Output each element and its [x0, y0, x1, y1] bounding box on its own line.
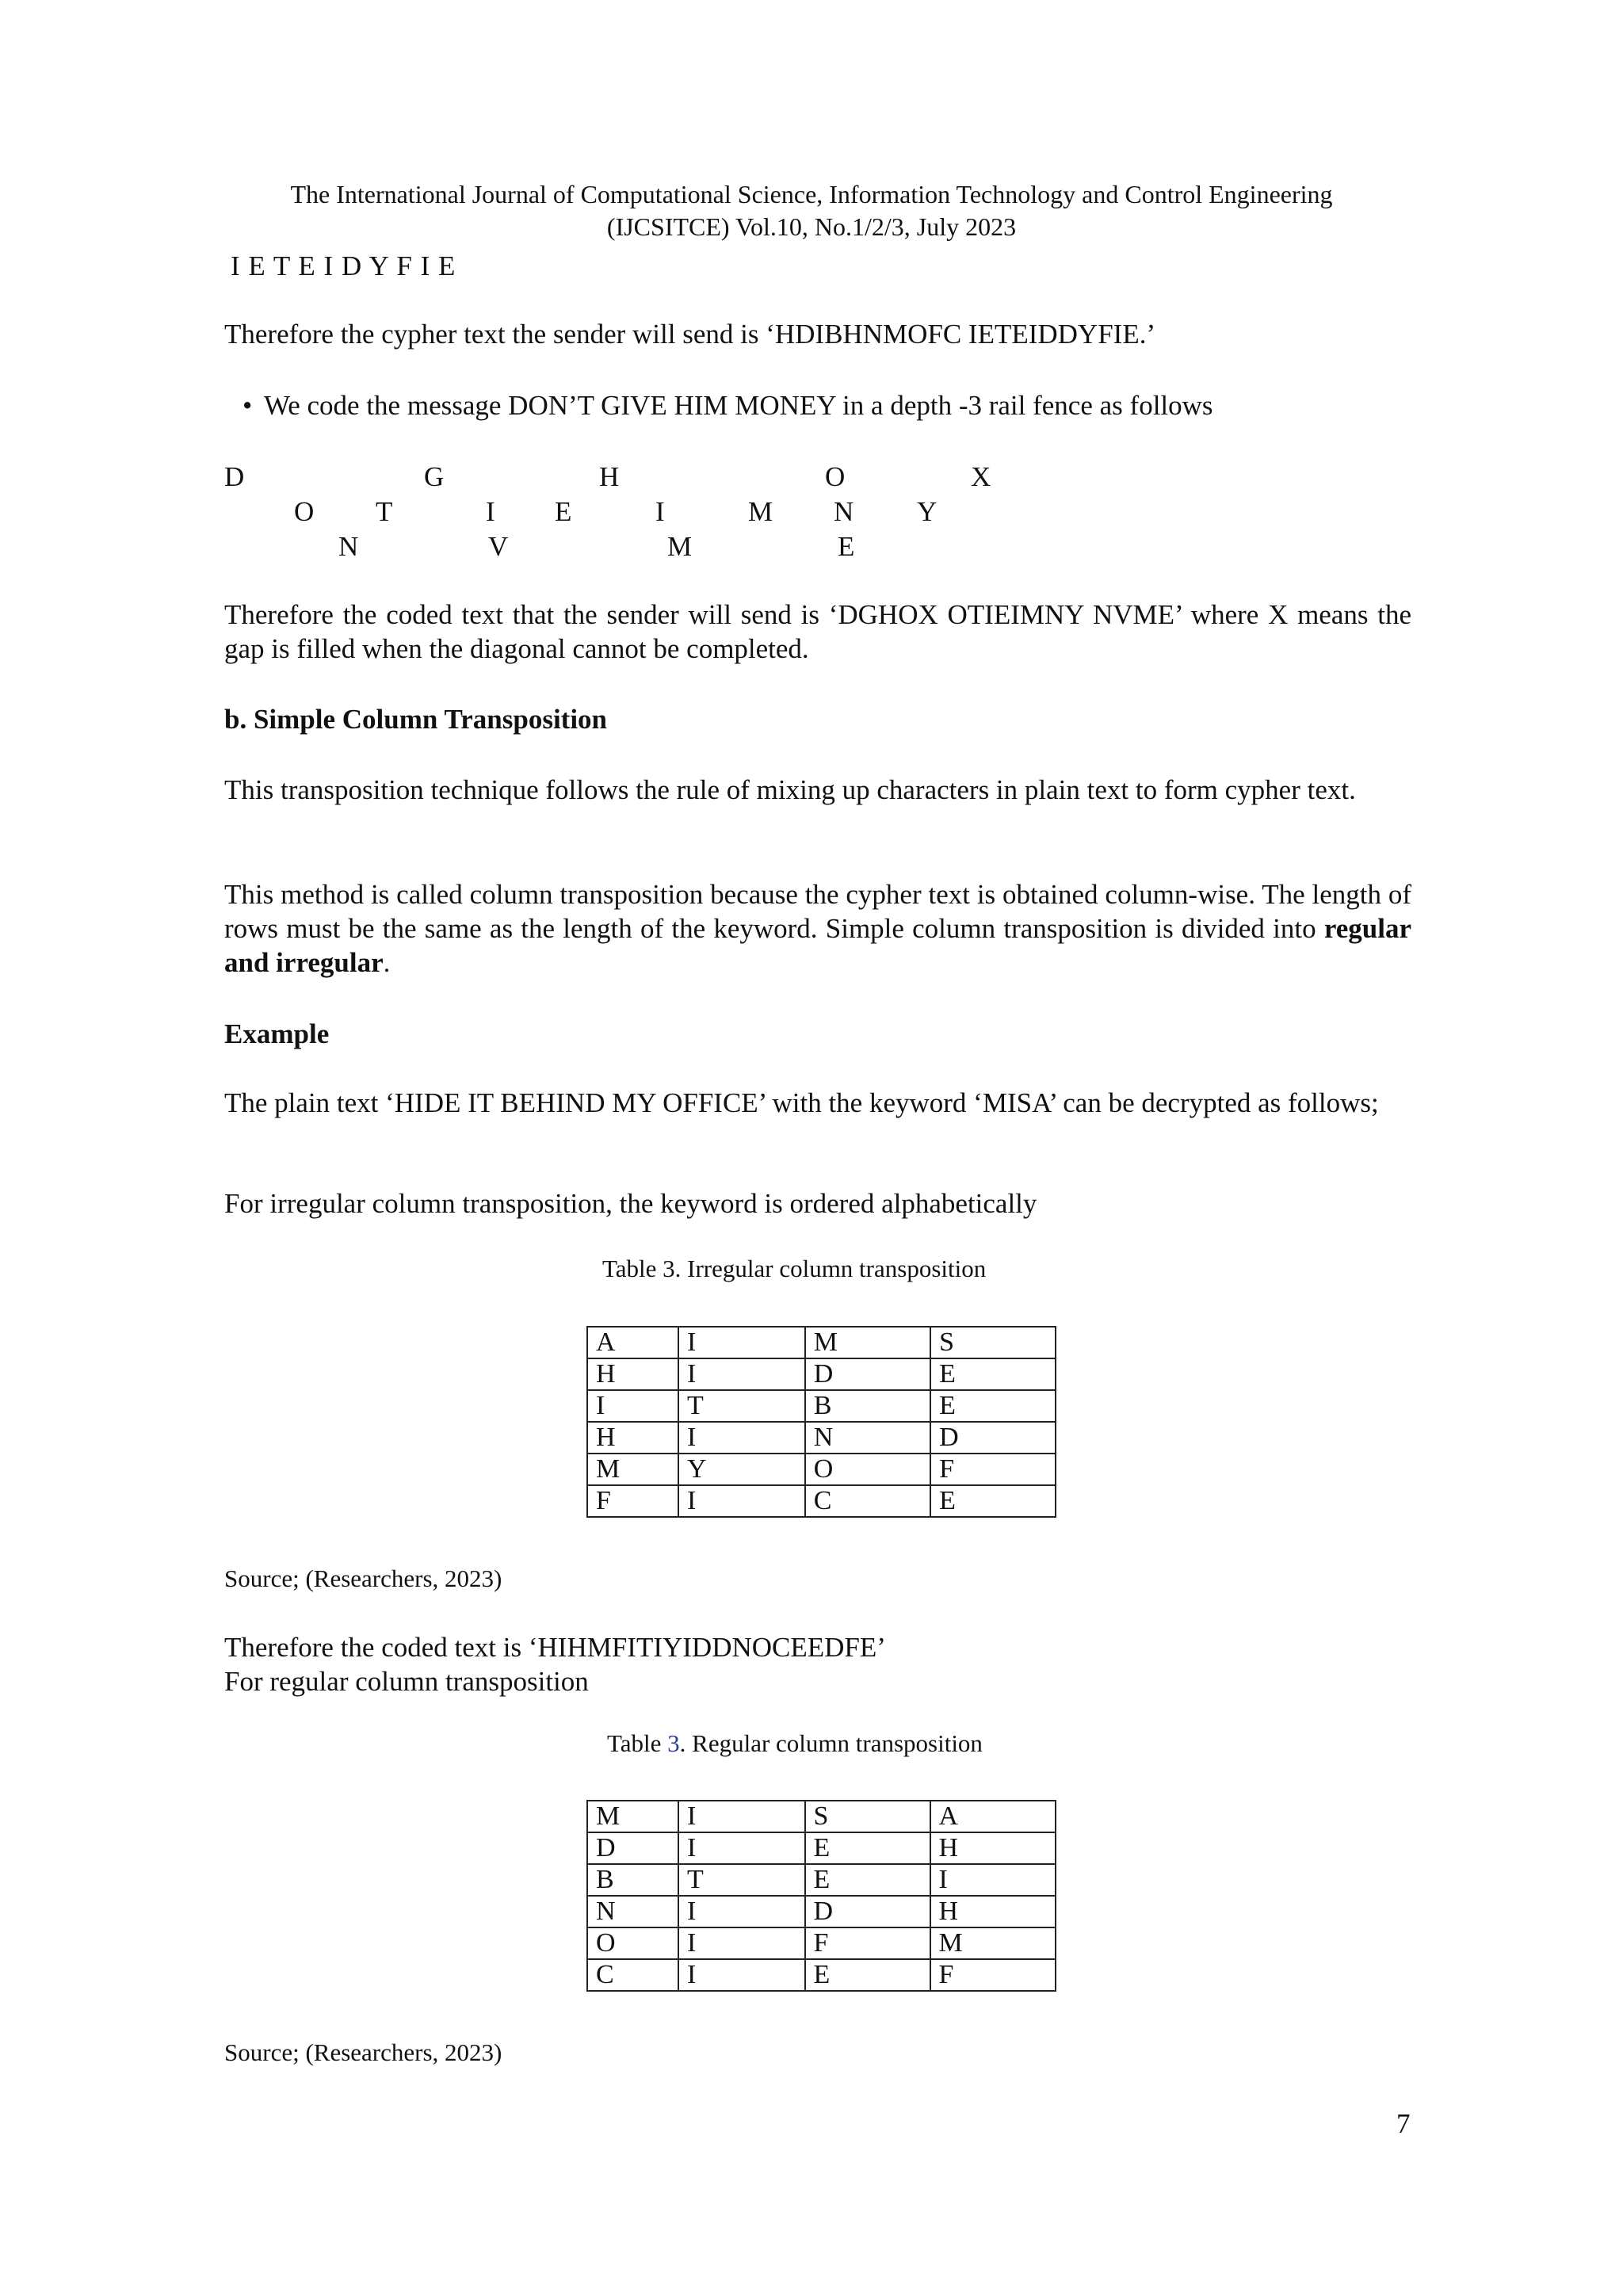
carry-over-line: I E T E I D Y F I E — [231, 250, 456, 281]
table-row — [587, 1454, 1056, 1485]
regular-transposition-table — [586, 1800, 1056, 1992]
table-cell: T — [678, 1864, 805, 1896]
column-paragraph-end: . — [383, 947, 391, 978]
rail-row2-letter: I — [655, 496, 665, 527]
table-row — [587, 1327, 1056, 1358]
table-cell: M — [587, 1801, 678, 1832]
regular-table-caption — [607, 1728, 983, 1759]
rail-row2-letter: M — [748, 496, 773, 527]
table-row — [587, 1927, 1056, 1959]
bullet-text: We code the message DON’T GIVE HIM MONEY in a depth -3 rail fence as follows — [264, 390, 1213, 421]
rail-row3-letter: N — [338, 531, 359, 562]
table-cell: O — [587, 1927, 678, 1959]
rail-row2-letter: I — [486, 496, 495, 527]
table-row — [587, 1358, 1056, 1390]
table-cell: N — [587, 1896, 678, 1927]
table-cell: M — [805, 1327, 930, 1358]
table-cell: M — [587, 1454, 678, 1485]
table-cell: C — [805, 1485, 930, 1517]
table-cell: E — [930, 1390, 1056, 1422]
table-cell: F — [805, 1927, 930, 1959]
table-cell: E — [930, 1485, 1056, 1517]
table-cell: F — [930, 1454, 1056, 1485]
cypher-text-sentence: Therefore the cypher text the sender will send is ‘HDIBHNMOFC IETEIDDYFIE.’ — [224, 319, 1156, 350]
table-cell: H — [587, 1422, 678, 1454]
irregular-transposition-table — [586, 1326, 1056, 1518]
column-transposition-paragraph — [224, 877, 1411, 980]
table-cell: D — [587, 1832, 678, 1864]
table-cell: D — [930, 1422, 1056, 1454]
column-paragraph-bold: regular and irregular — [224, 913, 1411, 978]
table-row — [587, 1896, 1056, 1927]
table-cell: M — [930, 1927, 1056, 1959]
table-cell: D — [805, 1358, 930, 1390]
rail-row2-letter: E — [555, 496, 572, 527]
table-row — [587, 1864, 1056, 1896]
table-cell: O — [805, 1454, 930, 1485]
irregular-paragraph: For irregular column transposition, the keyword is ordered alphabetically — [224, 1188, 1037, 1219]
rail-row3-letter: M — [667, 531, 693, 562]
page-number: 7 — [1396, 2108, 1411, 2139]
table-cell: A — [587, 1327, 678, 1358]
table-cell: Y — [678, 1454, 805, 1485]
table-cell: F — [930, 1959, 1056, 1991]
example-paragraph: The plain text ‘HIDE IT BEHIND MY OFFICE’ with the keyword ‘MISA’ can be decrypted as follows; — [224, 1087, 1379, 1118]
coded-text-paragraph: Therefore the coded text that the sender will send is ‘DGHOX OTIEIMNY NVME’ where X means the gap is filled when the diagonal cannot be completed. — [224, 599, 1411, 664]
regular-intro: For regular column transposition — [224, 1666, 589, 1697]
table-cell: I — [678, 1327, 805, 1358]
rail-row2-letter: Y — [917, 496, 938, 527]
rail-row1-letter: O — [825, 461, 846, 492]
table-cell: F — [587, 1485, 678, 1517]
table-row — [587, 1390, 1056, 1422]
bullet-marker: • — [242, 390, 253, 421]
transposition-paragraph: This transposition technique follows the rule of mixing up characters in plain text to form cypher text. — [224, 774, 1356, 805]
example-heading: Example — [224, 1018, 330, 1049]
journal-header-line2: (IJCSITCE) Vol.10, No.1/2/3, July 2023 — [606, 212, 1017, 241]
table-row — [587, 1832, 1056, 1864]
rail-row1-letter: G — [424, 461, 445, 492]
table-row — [587, 1959, 1056, 1991]
table-cell: H — [930, 1896, 1056, 1927]
table-cell: E — [805, 1959, 930, 1991]
table-row — [587, 1485, 1056, 1517]
caption-prefix: Table — [607, 1729, 668, 1757]
table-cell: S — [805, 1801, 930, 1832]
rail-row3-letter: E — [838, 531, 855, 562]
table-row — [587, 1422, 1056, 1454]
table-cell: D — [805, 1896, 930, 1927]
rail-row2-letter: T — [376, 496, 393, 527]
coded-irregular-text: Therefore the coded text is ‘HIHMFITIYIDDNOCEEDFE’ — [224, 1632, 886, 1663]
rail-row1-letter: X — [971, 461, 991, 492]
table-cell: N — [805, 1422, 930, 1454]
table-cell: B — [587, 1864, 678, 1896]
table-row — [587, 1801, 1056, 1832]
rail-row2-letter: O — [294, 496, 315, 527]
table-cell: I — [678, 1422, 805, 1454]
rail-row1-letter: H — [599, 461, 620, 492]
caption-number: 3 — [667, 1729, 680, 1757]
irregular-table-caption: Table 3. Irregular column transposition — [602, 1255, 987, 1282]
column-paragraph-text: This method is called column transposition because the cypher text is obtained column-wise. The length of rows must be the same as the length of the keyword. Simple column transposition is divided into — [224, 879, 1411, 944]
table-cell: I — [678, 1358, 805, 1390]
source-note: Source; (Researchers, 2023) — [224, 2038, 502, 2066]
table-cell: E — [805, 1832, 930, 1864]
rail-row1-letter: D — [224, 461, 245, 492]
source-note: Source; (Researchers, 2023) — [224, 1564, 502, 1592]
section-heading: b. Simple Column Transposition — [224, 704, 608, 735]
rail-row2-letter: N — [834, 496, 854, 527]
table-cell: A — [930, 1801, 1056, 1832]
table-cell: B — [805, 1390, 930, 1422]
table-cell: I — [678, 1832, 805, 1864]
table-cell: I — [678, 1801, 805, 1832]
table-cell: H — [587, 1358, 678, 1390]
table-cell: H — [930, 1832, 1056, 1864]
rail-row3-letter: V — [488, 531, 509, 562]
table-cell: I — [678, 1959, 805, 1991]
table-cell: S — [930, 1327, 1056, 1358]
table-cell: I — [930, 1864, 1056, 1896]
table-cell: E — [930, 1358, 1056, 1390]
table-cell: I — [587, 1390, 678, 1422]
caption-suffix: . Regular column transposition — [679, 1729, 983, 1757]
table-cell: C — [587, 1959, 678, 1991]
table-cell: E — [805, 1864, 930, 1896]
journal-header-line1: The International Journal of Computational Science, Information Technology and Control Engineering — [290, 180, 1333, 208]
table-cell: I — [678, 1896, 805, 1927]
table-cell: I — [678, 1927, 805, 1959]
table-cell: I — [678, 1485, 805, 1517]
table-cell: T — [678, 1390, 805, 1422]
